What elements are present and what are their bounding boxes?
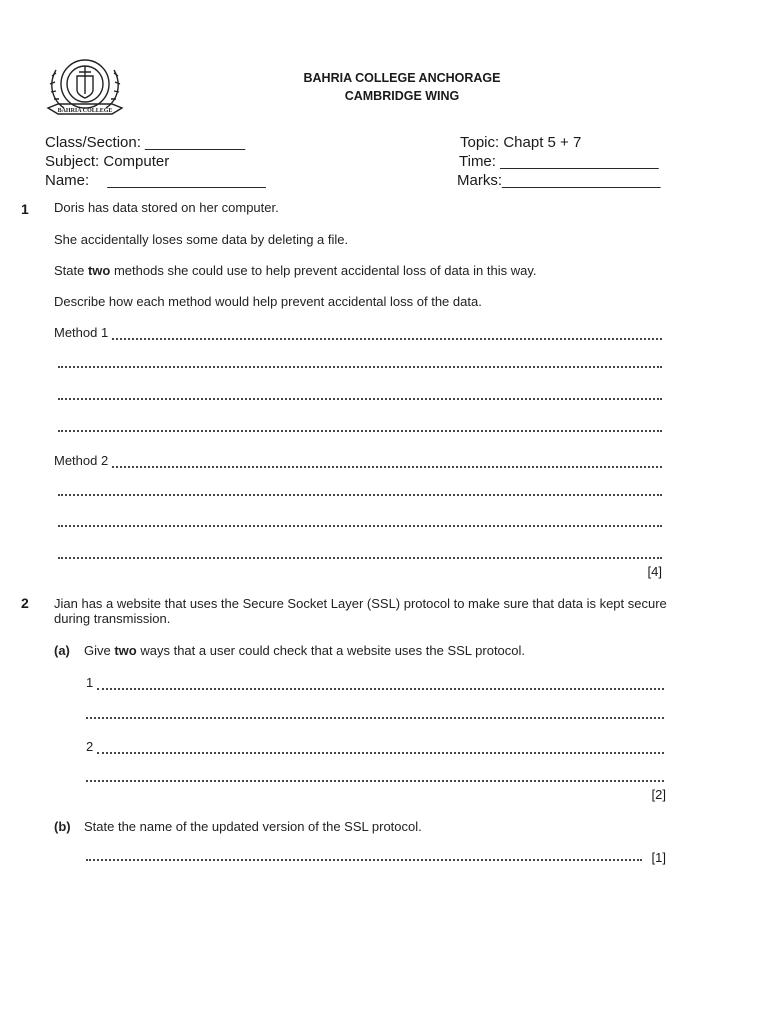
school-wing: CAMBRIDGE WING	[344, 89, 460, 103]
class-section-blank: ____________	[145, 134, 246, 151]
q2a-answer-2[interactable]	[86, 739, 664, 754]
marks-blank: ___________________	[502, 172, 661, 189]
method-2-label: Method 2	[54, 453, 109, 468]
college-crest-logo	[44, 54, 126, 120]
name-label: Name:	[45, 172, 90, 189]
topic-field: Topic: Chapt 5 + 7	[460, 134, 582, 151]
q2b-text: State the name of the updated version of the SSL protocol.	[84, 819, 422, 834]
school-name: BAHRIA COLLEGE ANCHORAGE	[303, 71, 501, 85]
question-1-number: 1	[21, 201, 29, 217]
q2b-marks: [1]	[651, 850, 666, 865]
answer-dotted-line	[112, 332, 662, 340]
name-field	[45, 172, 266, 189]
q1-line-4: Describe how each method would help prevent accidental loss of the data.	[54, 294, 482, 309]
q1-line-3-pre: State	[54, 263, 88, 278]
answer-dotted-line	[112, 460, 662, 468]
q2-intro: Jian has a website that uses the Secure Socket Layer (SSL) protocol to make sure that data is kept secure during transmission.	[54, 596, 667, 626]
class-section-field	[45, 134, 245, 151]
name-blank: ___________________	[107, 172, 266, 189]
q2a-text-pre: Give	[84, 643, 115, 658]
marks-label: Marks:	[457, 172, 502, 189]
q1-method-1-answer-line-2[interactable]	[58, 360, 662, 368]
class-section-label: Class/Section:	[45, 134, 141, 151]
q1-method-2-answer-line-4[interactable]	[58, 551, 662, 559]
q1-method-2-answer-line-3[interactable]	[58, 519, 662, 527]
q1-method-2-answer-line-2[interactable]	[58, 488, 662, 496]
q1-line-2: She accidentally loses some data by deleting a file.	[54, 232, 349, 247]
school-title	[288, 69, 516, 105]
q1-method-1-answer-line[interactable]	[54, 325, 662, 340]
svg-text:BAHRIA COLLEGE: BAHRIA COLLEGE	[57, 108, 113, 114]
answer-dotted-line	[97, 746, 664, 754]
q1-line-3	[54, 263, 536, 278]
marks-field	[457, 172, 661, 189]
q2a-text-post: ways that a user could check that a website uses the SSL protocol.	[136, 643, 526, 658]
q2a-item-2-number: 2	[86, 739, 94, 754]
q2a-answer-2-line-2[interactable]	[86, 774, 664, 782]
q1-line-3-bold: two	[87, 263, 111, 278]
time-field	[459, 153, 659, 170]
q2a-label: (a)	[54, 643, 70, 658]
q1-marks: [4]	[647, 564, 662, 579]
subject-field: Subject: Computer	[45, 153, 170, 170]
q2b-label: (b)	[54, 819, 71, 834]
q2a-answer-1[interactable]	[86, 675, 664, 690]
q2a-text-bold: two	[114, 643, 137, 658]
q2a-text	[84, 643, 525, 658]
q2b-answer-line[interactable]	[86, 853, 642, 861]
question-2-number: 2	[21, 595, 29, 611]
q1-method-2-answer-line[interactable]	[54, 453, 662, 468]
q2a-marks: [2]	[651, 787, 666, 802]
method-1-label: Method 1	[54, 325, 109, 340]
q1-line-1: Doris has data stored on her computer.	[54, 200, 279, 215]
q2a-item-1-number: 1	[86, 675, 94, 690]
q1-method-1-answer-line-3[interactable]	[58, 392, 662, 400]
time-label: Time:	[459, 153, 496, 170]
q2a-answer-1-line-2[interactable]	[86, 711, 664, 719]
time-blank: ___________________	[500, 153, 659, 170]
q1-method-1-answer-line-4[interactable]	[58, 424, 662, 432]
q1-line-3-post: methods she could use to help prevent accidental loss of data in this way.	[110, 263, 537, 278]
answer-dotted-line	[97, 682, 664, 690]
